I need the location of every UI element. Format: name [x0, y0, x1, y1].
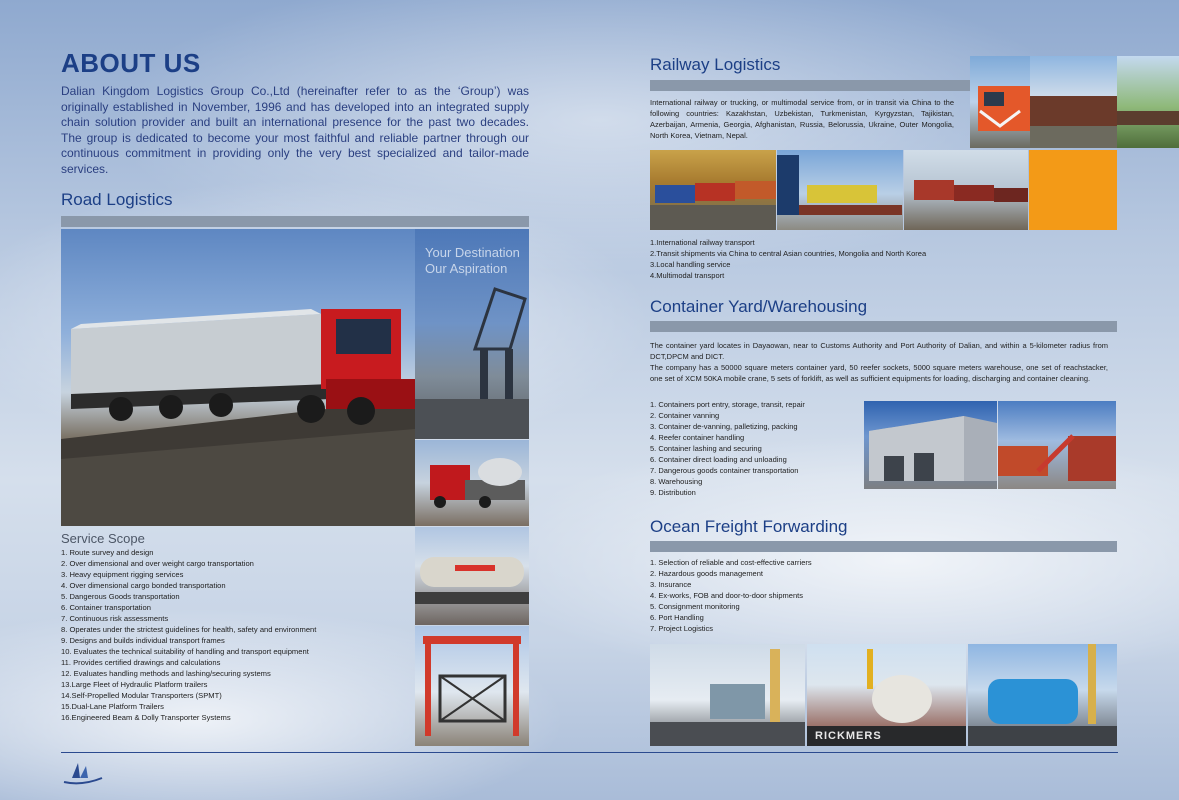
- list-item: 1. Containers port entry, storage, transit, repair: [650, 400, 805, 409]
- list-item: 6. Container direct loading and unloading: [650, 455, 787, 464]
- list-item: 10. Evaluates the technical suitability of handling and transport equipment: [61, 647, 309, 656]
- crane-lift-photo: [777, 150, 903, 230]
- list-item: 5. Container lashing and securing: [650, 444, 762, 453]
- ship-hull-label: RICKMERS: [815, 730, 882, 742]
- locomotive-photo-2: [1030, 56, 1117, 148]
- list-item: 6. Port Handling: [650, 613, 704, 622]
- orange-block: [1029, 150, 1117, 230]
- list-item: 2.Transit shipments via China to central Asian countries, Mongolia and North Korea: [650, 249, 927, 258]
- ocean-service-list: [650, 557, 950, 634]
- list-item: 5. Consignment monitoring: [650, 602, 740, 611]
- list-item: 3. Heavy equipment rigging services: [61, 570, 184, 579]
- warehouse-photo: [864, 401, 997, 489]
- list-item: 7. Dangerous goods container transportation: [650, 466, 799, 475]
- list-item: 1.International railway transport: [650, 238, 755, 247]
- list-item: 1. Route survey and design: [61, 548, 154, 557]
- service-scope-title: Service Scope: [61, 531, 145, 546]
- crane-photo: [415, 229, 529, 439]
- list-item: 9. Distribution: [650, 488, 696, 497]
- tagline-line-1: Your Destination: [425, 245, 520, 260]
- road-logistics-bar: [61, 216, 529, 227]
- list-item: 4.Multimodal transport: [650, 271, 725, 280]
- list-item: 12. Evaluates handling methods and lashing/securing systems: [61, 669, 271, 678]
- ship-cargo-photo-3: [968, 644, 1117, 746]
- list-item: 3. Container de-vanning, palletizing, packing: [650, 422, 798, 431]
- list-item: 2. Hazardous goods management: [650, 569, 763, 578]
- list-item: 3.Local handling service: [650, 260, 731, 269]
- cylinder-cargo-photo: [415, 527, 529, 625]
- container-paragraph-2: The company has a 50000 square meters container yard, 50 reefer sockets, 5000 square meters warehouse, one set of reachstacker, one set of XCM 50KA mobile crane, 5 sets of forklift, as well as sufficient equipments for loading, discharging and container cleaning.: [650, 363, 1108, 383]
- list-item: 4. Reefer container handling: [650, 433, 745, 442]
- ship-cargo-photo-1: [650, 644, 805, 746]
- list-item: 7. Continuous risk assessments: [61, 614, 169, 623]
- list-item: 14.Self-Propelled Modular Transporters (SPMT): [61, 691, 222, 700]
- ocean-freight-bar: [650, 541, 1117, 552]
- list-item: 5. Dangerous Goods transportation: [61, 592, 180, 601]
- list-item: 3. Insurance: [650, 580, 692, 589]
- list-item: 2. Container vanning: [650, 411, 720, 420]
- tagline-line-2: Our Aspiration: [425, 261, 508, 276]
- list-item: 1. Selection of reliable and cost-effective carriers: [650, 558, 812, 567]
- railway-paragraph: International railway or trucking, or multimodal service from, or in transit via China to the following countries: Kazakhstan, Uzbekistan, Turkmenistan, Kyrgyzstan, Tajikistan, Azerbaijan, Armenia, Georgia, Afghanistan, Russia, Belorussia, Ukraine, Outer Mongolia, North Korea, Vietnam, Nepal.: [650, 98, 954, 140]
- list-item: 4. Over dimensional cargo bonded transportation: [61, 581, 226, 590]
- list-item: 15.Dual-Lane Platform Trailers: [61, 702, 164, 711]
- list-item: 6. Container transportation: [61, 603, 151, 612]
- rail-yard-photo: [904, 150, 1028, 230]
- road-truck-photo: [61, 229, 415, 526]
- list-item: 7. Project Logistics: [650, 624, 713, 633]
- road-service-list: [61, 547, 411, 723]
- page-title: ABOUT US: [61, 48, 201, 78]
- red-truck-photo: [415, 440, 529, 526]
- about-paragraph: Dalian Kingdom Logistics Group Co.,Ltd (hereinafter refer to as the ‘Group’) was originally established in November, 1996 and has developed into an integrated supply chain solution provider and built an international presence for the past two decades. The group is dedicated to become your most faithful and reliable partner through our continuous commitment in providing only the very best specialized and tailor-made services.: [61, 84, 529, 176]
- reachstacker-photo: [998, 401, 1116, 489]
- container-train-photo: [650, 150, 776, 230]
- footer-divider: [61, 752, 1118, 753]
- locomotive-photo-1: [970, 56, 1030, 148]
- list-item: 8. Operates under the strictest guidelines for health, safety and environment: [61, 625, 317, 634]
- container-service-list: [650, 399, 860, 498]
- road-logistics-title: Road Logistics: [61, 190, 173, 209]
- list-item: 13.Large Fleet of Hydraulic Platform trailers: [61, 680, 208, 689]
- ship-cargo-photo-2: [807, 644, 966, 746]
- railway-logistics-title: Railway Logistics: [650, 55, 781, 74]
- ocean-freight-title: Ocean Freight Forwarding: [650, 517, 848, 536]
- gantry-crane-photo: [415, 626, 529, 746]
- company-logo-icon: [60, 760, 106, 788]
- railway-logistics-bar: [650, 80, 970, 91]
- railway-service-list: [650, 237, 1050, 281]
- list-item: 4. Ex-works, FOB and door-to-door shipments: [650, 591, 803, 600]
- train-field-photo: [1117, 56, 1179, 148]
- list-item: 16.Engineered Beam & Dolly Transporter Systems: [61, 713, 231, 722]
- container-yard-bar: [650, 321, 1117, 332]
- list-item: 11. Provides certified drawings and calculations: [61, 658, 221, 667]
- container-paragraph-1: The container yard locates in Dayaowan, near to Customs Authority and Port Authority of Dalian, and within a 5-kilometer radius from DCT,DPCM and DICT.: [650, 341, 1108, 361]
- container-yard-title: Container Yard/Warehousing: [650, 297, 868, 316]
- list-item: 8. Warehousing: [650, 477, 703, 486]
- list-item: 9. Designs and builds individual transport frames: [61, 636, 225, 645]
- list-item: 2. Over dimensional and over weight cargo transportation: [61, 559, 254, 568]
